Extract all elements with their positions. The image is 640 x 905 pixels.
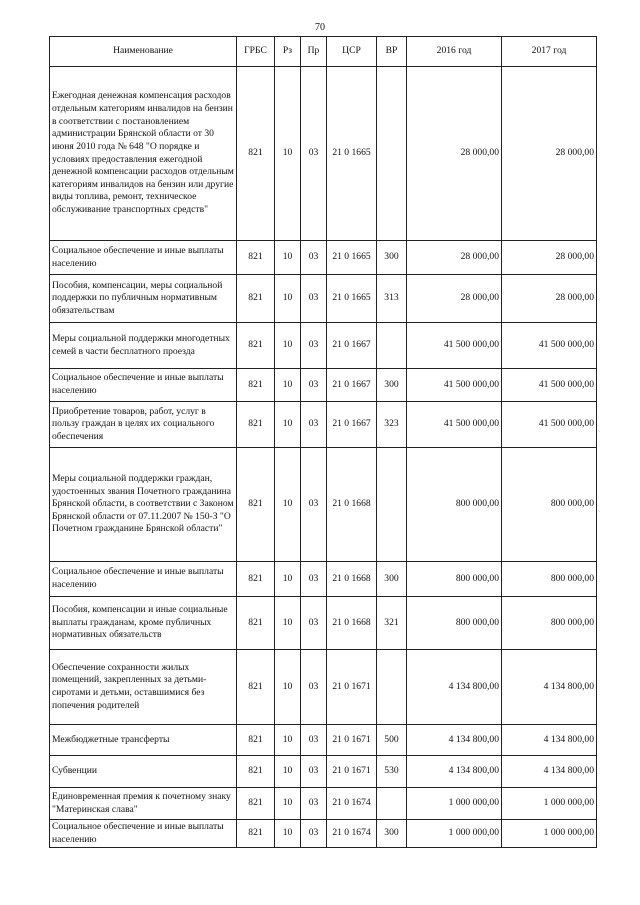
- row-pr: 03: [301, 650, 327, 725]
- row-vr: 323: [377, 402, 407, 448]
- row-amount-2017: 800 000,00: [502, 597, 597, 650]
- row-grbs: 821: [237, 820, 275, 848]
- row-amount-2017: 28 000,00: [502, 67, 597, 241]
- row-amount-2017: 1 000 000,00: [502, 788, 597, 820]
- row-pr: 03: [301, 67, 327, 241]
- row-pr: 03: [301, 275, 327, 323]
- row-rz: 10: [275, 562, 301, 597]
- table-row: [50, 562, 597, 597]
- row-amount-2017: 28 000,00: [502, 275, 597, 323]
- row-pr: 03: [301, 756, 327, 788]
- row-rz: 10: [275, 597, 301, 650]
- row-csr: 21 0 1671: [327, 756, 377, 788]
- row-amount-2016: 4 134 800,00: [407, 650, 502, 725]
- table-row: [50, 369, 597, 402]
- row-csr: 21 0 1668: [327, 562, 377, 597]
- table-row: [50, 323, 597, 369]
- row-csr: 21 0 1674: [327, 788, 377, 820]
- row-name: Субвенции: [50, 756, 237, 788]
- row-amount-2016: 41 500 000,00: [407, 323, 502, 369]
- row-amount-2016: 800 000,00: [407, 562, 502, 597]
- table-row: [50, 402, 597, 448]
- row-amount-2016: 41 500 000,00: [407, 369, 502, 402]
- row-amount-2017: 4 134 800,00: [502, 725, 597, 756]
- row-name: Меры социальной поддержки многодетных семей в части бесплатного проезда: [50, 323, 237, 369]
- row-name: Межбюджетные трансферты: [50, 725, 237, 756]
- row-vr: 313: [377, 275, 407, 323]
- row-amount-2016: 28 000,00: [407, 275, 502, 323]
- row-grbs: 821: [237, 650, 275, 725]
- budget-table: [49, 36, 597, 848]
- row-rz: 10: [275, 67, 301, 241]
- table-row: [50, 756, 597, 788]
- row-csr: 21 0 1674: [327, 820, 377, 848]
- row-vr: [377, 67, 407, 241]
- row-csr: 21 0 1671: [327, 650, 377, 725]
- row-vr: 300: [377, 369, 407, 402]
- row-vr: 300: [377, 820, 407, 848]
- row-csr: 21 0 1665: [327, 241, 377, 275]
- row-name: Социальное обеспечение и иные выплаты населению: [50, 369, 237, 402]
- row-amount-2016: 800 000,00: [407, 448, 502, 562]
- row-amount-2017: 1 000 000,00: [502, 820, 597, 848]
- row-amount-2016: 1 000 000,00: [407, 788, 502, 820]
- column-header-2016: 2016 год: [407, 37, 502, 67]
- row-pr: 03: [301, 788, 327, 820]
- row-grbs: 821: [237, 756, 275, 788]
- row-amount-2017: 800 000,00: [502, 448, 597, 562]
- row-grbs: 821: [237, 369, 275, 402]
- table-row: [50, 448, 597, 562]
- row-amount-2017: 41 500 000,00: [502, 369, 597, 402]
- row-grbs: 821: [237, 275, 275, 323]
- row-amount-2017: 41 500 000,00: [502, 323, 597, 369]
- column-header-csr: ЦСР: [327, 37, 377, 67]
- column-header-rz: Рз: [275, 37, 301, 67]
- row-amount-2016: 28 000,00: [407, 67, 502, 241]
- row-pr: 03: [301, 323, 327, 369]
- table-row: [50, 241, 597, 275]
- row-amount-2016: 4 134 800,00: [407, 756, 502, 788]
- row-vr: [377, 650, 407, 725]
- row-vr: 300: [377, 241, 407, 275]
- row-pr: 03: [301, 597, 327, 650]
- row-pr: 03: [301, 448, 327, 562]
- row-pr: 03: [301, 369, 327, 402]
- row-csr: 21 0 1667: [327, 369, 377, 402]
- row-vr: 530: [377, 756, 407, 788]
- row-name: Единовременная премия к почетному знаку "Материнская слава": [50, 788, 237, 820]
- row-csr: 21 0 1671: [327, 725, 377, 756]
- row-vr: [377, 788, 407, 820]
- row-name: Социальное обеспечение и иные выплаты населению: [50, 562, 237, 597]
- row-vr: [377, 323, 407, 369]
- row-pr: 03: [301, 241, 327, 275]
- row-amount-2016: 800 000,00: [407, 597, 502, 650]
- row-pr: 03: [301, 562, 327, 597]
- row-csr: 21 0 1665: [327, 275, 377, 323]
- row-vr: 300: [377, 562, 407, 597]
- row-rz: 10: [275, 820, 301, 848]
- table-row: [50, 650, 597, 725]
- row-amount-2017: 41 500 000,00: [502, 402, 597, 448]
- row-csr: 21 0 1667: [327, 402, 377, 448]
- row-amount-2016: 4 134 800,00: [407, 725, 502, 756]
- row-grbs: 821: [237, 241, 275, 275]
- row-rz: 10: [275, 275, 301, 323]
- table-row: [50, 725, 597, 756]
- row-vr: [377, 448, 407, 562]
- row-rz: 10: [275, 241, 301, 275]
- table-header-row: [50, 37, 597, 67]
- row-pr: 03: [301, 402, 327, 448]
- column-header-name: Наименование: [50, 37, 237, 67]
- row-amount-2017: 4 134 800,00: [502, 650, 597, 725]
- row-csr: 21 0 1668: [327, 597, 377, 650]
- row-csr: 21 0 1668: [327, 448, 377, 562]
- row-name: Пособия, компенсации, меры социальной поддержки по публичным нормативным обязательствам: [50, 275, 237, 323]
- row-grbs: 821: [237, 323, 275, 369]
- row-grbs: 821: [237, 725, 275, 756]
- table-row: [50, 820, 597, 848]
- row-grbs: 821: [237, 402, 275, 448]
- row-rz: 10: [275, 402, 301, 448]
- row-amount-2016: 1 000 000,00: [407, 820, 502, 848]
- row-grbs: 821: [237, 788, 275, 820]
- table-row: [50, 788, 597, 820]
- row-name: Меры социальной поддержки граждан, удостоенных звания Почетного гражданина Брянской области, в соответствии с Законом Брянской области от 07.11.2007 № 150-З "О Почетном гражданине Брянской области": [50, 448, 237, 562]
- row-amount-2017: 800 000,00: [502, 562, 597, 597]
- table-row: [50, 67, 597, 241]
- column-header-pr: Пр: [301, 37, 327, 67]
- row-pr: 03: [301, 725, 327, 756]
- table-body: [50, 67, 597, 848]
- row-rz: 10: [275, 323, 301, 369]
- row-rz: 10: [275, 650, 301, 725]
- row-amount-2016: 28 000,00: [407, 241, 502, 275]
- row-amount-2016: 41 500 000,00: [407, 402, 502, 448]
- row-name: Социальное обеспечение и иные выплаты населению: [50, 820, 237, 848]
- row-grbs: 821: [237, 562, 275, 597]
- row-rz: 10: [275, 725, 301, 756]
- row-name: Обеспечение сохранности жилых помещений, закрепленных за детьми-сиротами и детьми, оставшимися без попечения родителей: [50, 650, 237, 725]
- row-rz: 10: [275, 788, 301, 820]
- row-rz: 10: [275, 369, 301, 402]
- row-pr: 03: [301, 820, 327, 848]
- row-grbs: 821: [237, 597, 275, 650]
- row-name: Социальное обеспечение и иные выплаты населению: [50, 241, 237, 275]
- row-csr: 21 0 1665: [327, 67, 377, 241]
- page-number: 70: [315, 22, 325, 33]
- row-name: Пособия, компенсации и иные социальные выплаты гражданам, кроме публичных нормативных обязательств: [50, 597, 237, 650]
- row-csr: 21 0 1667: [327, 323, 377, 369]
- table-row: [50, 597, 597, 650]
- row-amount-2017: 28 000,00: [502, 241, 597, 275]
- column-header-grbs: ГРБС: [237, 37, 275, 67]
- row-rz: 10: [275, 756, 301, 788]
- table-row: [50, 275, 597, 323]
- row-name: Приобретение товаров, работ, услуг в пользу граждан в целях их социального обеспечения: [50, 402, 237, 448]
- row-name: Ежегодная денежная компенсация расходов отдельным категориям инвалидов на бензин в соответствии с постановлением администрации Брянской области от 30 июня 2010 года № 648 "О порядке и условиях предоставления ежегодной денежной компенсации расходов отдельным категориям инвалидов на бензин или другие виды топлива, ремонт, техническое обслуживание транспортных средств": [50, 67, 237, 241]
- row-vr: 321: [377, 597, 407, 650]
- column-header-vr: ВР: [377, 37, 407, 67]
- row-grbs: 821: [237, 448, 275, 562]
- row-grbs: 821: [237, 67, 275, 241]
- row-amount-2017: 4 134 800,00: [502, 756, 597, 788]
- column-header-2017: 2017 год: [502, 37, 597, 67]
- row-rz: 10: [275, 448, 301, 562]
- row-vr: 500: [377, 725, 407, 756]
